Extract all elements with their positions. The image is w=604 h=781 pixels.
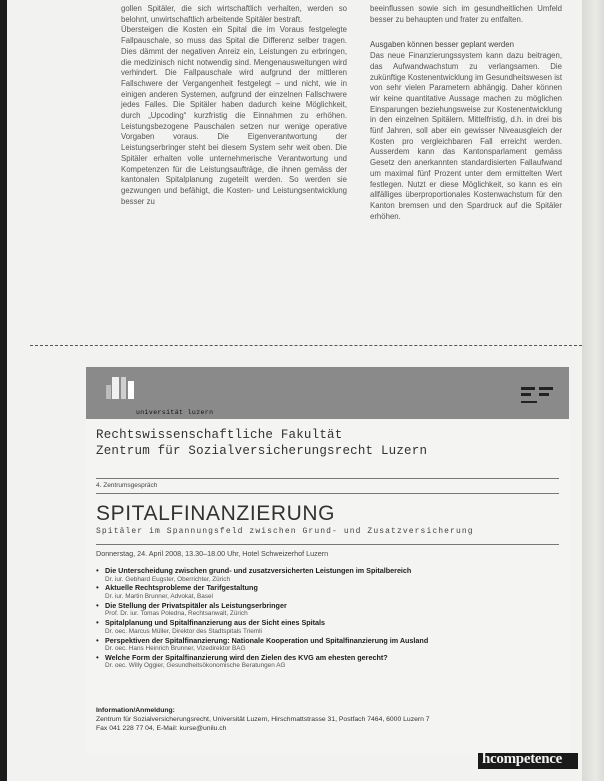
program-list — [96, 567, 556, 671]
program-item — [96, 602, 556, 618]
program-topic: • Welche Form der Spitalfinanzierung wird den Zielen des KVG am ehesten gerecht? — [105, 652, 388, 662]
registration-address: Zentrum für Sozialversicherungsrecht, Universität Luzern, Hirschmattstrasse 31, Postfach 7464, 6000 Luzern 7 — [96, 715, 430, 723]
program-item — [96, 654, 556, 670]
event-title: SPITALFINANZIERUNG — [96, 502, 336, 525]
university-name: universität luzern — [136, 409, 214, 416]
faculty-line: Rechtswissenschaftliche Fakultät — [96, 428, 343, 442]
program-speaker: Prof. Dr. iur. Tomas Poledna, Rechtsanwalt, Zürich — [105, 610, 248, 618]
program-topic: • Aktuelle Rechtsprobleme der Tarifgestaltung — [105, 583, 258, 593]
event-subtitle: Spitäler im Spannungsfeld zwischen Grund- und Zusatzversicherung — [96, 527, 474, 536]
scan-edge-left — [0, 0, 7, 781]
program-topic: • Perspektiven der Spitalfinanzierung: Nationale Kooperation und Spitalfinanzierung im Ausland — [105, 635, 429, 645]
article-column-right — [370, 4, 562, 222]
registration-info — [96, 707, 556, 733]
faculty-heading — [96, 427, 556, 459]
magazine-brand-logo — [478, 750, 578, 772]
program-item — [96, 584, 556, 600]
program-speaker: Dr. iur. Martin Brunner, Advokat, Basel — [105, 592, 213, 600]
article-paragraph: gollen Spitäler, die sich wirtschaftlich verhalten, werden so belohnt, unwirtschaftlich arbeitende Spitäler bestraft. — [121, 4, 347, 24]
scan-edge-right — [582, 0, 604, 781]
event-series: 4. Zentrumsgespräch — [96, 482, 158, 489]
event-date: Donnerstag, 24. April 2008, 13.30–18.00 Uhr, Hotel Schweizerhof Luzern — [96, 549, 329, 558]
program-speaker: Dr. iur. Gebhard Eugster, Oberrichter, Zürich — [105, 575, 231, 583]
program-item — [96, 619, 556, 635]
program-topic: • Die Stellung der Privatspitäler als Leistungserbringer — [105, 600, 287, 610]
program-item — [96, 637, 556, 653]
brand-word: competence — [490, 751, 563, 767]
program-speaker: Dr. oec. Marcus Müller, Direktor des Stadtspitals Triemli — [105, 627, 262, 635]
program-item — [96, 567, 556, 583]
registration-title: Information/Anmeldung: — [96, 707, 175, 714]
article-paragraph: beeinflussen sowie sich im gesundheitlichen Umfeld besser zu behaupten und frater zu entfalten. — [370, 4, 562, 24]
brand-prefix: h — [482, 751, 491, 767]
registration-contact: Fax 041 228 77 04, E-Mail: kurse@unilu.ch — [96, 724, 227, 732]
article-subheading: Ausgaben können besser geplant werden — [370, 40, 514, 50]
event-advertisement — [86, 367, 569, 755]
university-logo-icon — [104, 375, 136, 405]
program-speaker: Dr. oec. Hans Heinrich Brunner, Vizedirektor BAG — [105, 645, 246, 653]
article-paragraph: Das neue Finanzierungssystem kann dazu beitragen, das Aufwandwachstum zu verlangsamen. Die zukünftige Kostenentwicklung im Gesundheitswesen ist von sehr vielen Parametern abhängig. Daher können wir keine quantitative Aussage machen zu möglichen Einsparungen beziehungsweise zur Kostenentwicklung in den einzelnen Spitälern. Mittelfristig, d.h. in drei bis fünf Jahren, soll aber ein gewisser Niveausgleich der Kosten pro vergleichbaren Fall erreicht werden. Ausserdem kann das Kantonsparlament gemäss Gesetz den anerkannten standardisierten Fallaufwand um maximal fünf Prozent unter dem ermittelten Wert festlegen. Nutzt er diese Möglichkeit, so kann es ein allfälliges überproportionales Kostenwachstum für den Kanton bremsen und den Spardruck auf die Spitäler erhöhen. — [370, 51, 562, 221]
centre-line: Zentrum für Sozialversicherungsrecht Luzern — [96, 444, 428, 458]
program-topic: • Die Unterscheidung zwischen grund- und zusatzversicherten Leistungen im Spitalbereich — [105, 566, 412, 575]
program-topic: • Spitalplanung und Spitalfinanzierung aus der Sicht eines Spitals — [105, 618, 326, 628]
dashed-divider — [30, 345, 582, 346]
article-column-left — [121, 4, 347, 207]
article-paragraph: Übersteigen die Kosten ein Spital die im Voraus festgelegte Fallpauschale, so muss das Spital die Differenz selber tragen. Dies dämmt der negativen Anreiz ein, Leistungen zu erbringen, die medizinisch nicht notwendig sind. Mengenausweitungen wird verhindert. Die Fallpauschale wird aufgrund der mittleren Fallschwere der Vergangenheit festgelegt – und nicht, wie in einigen anderen Systemen, aufgrund der einzelnen Fallschwere jedes Falles. Die Spitäler haben dadurch keine Möglichkeit, durch „Upcoding“ kurzfristig die Einnahmen zu erhöhen. Leistungsbezogene Pauschalen setzen nur wenige operative Vorgaben voraus. Die Eigenverantwortung der Leistungserbringer steht bei diesem System sehr weit oben. Die Spitäler erhalten volle unternehmerische Verantwortung und Kompetenzen für die Leistungsaufträge, die ihnen gemäss der kantonalen Spitalplanung zugeteilt werden. So werden sie gezwungen und befähigt, die Kosten- und Leistungsentwicklung besser zu — [121, 25, 347, 206]
program-speaker: Dr. oec. Willy Oggier, Gesundheitsökonomische Beratungen AG — [105, 662, 286, 670]
ad-rule — [96, 493, 559, 494]
ad-rule — [96, 544, 559, 545]
crest-icon — [517, 381, 557, 421]
ad-rule — [96, 478, 559, 479]
brand-wordmark — [482, 751, 562, 768]
